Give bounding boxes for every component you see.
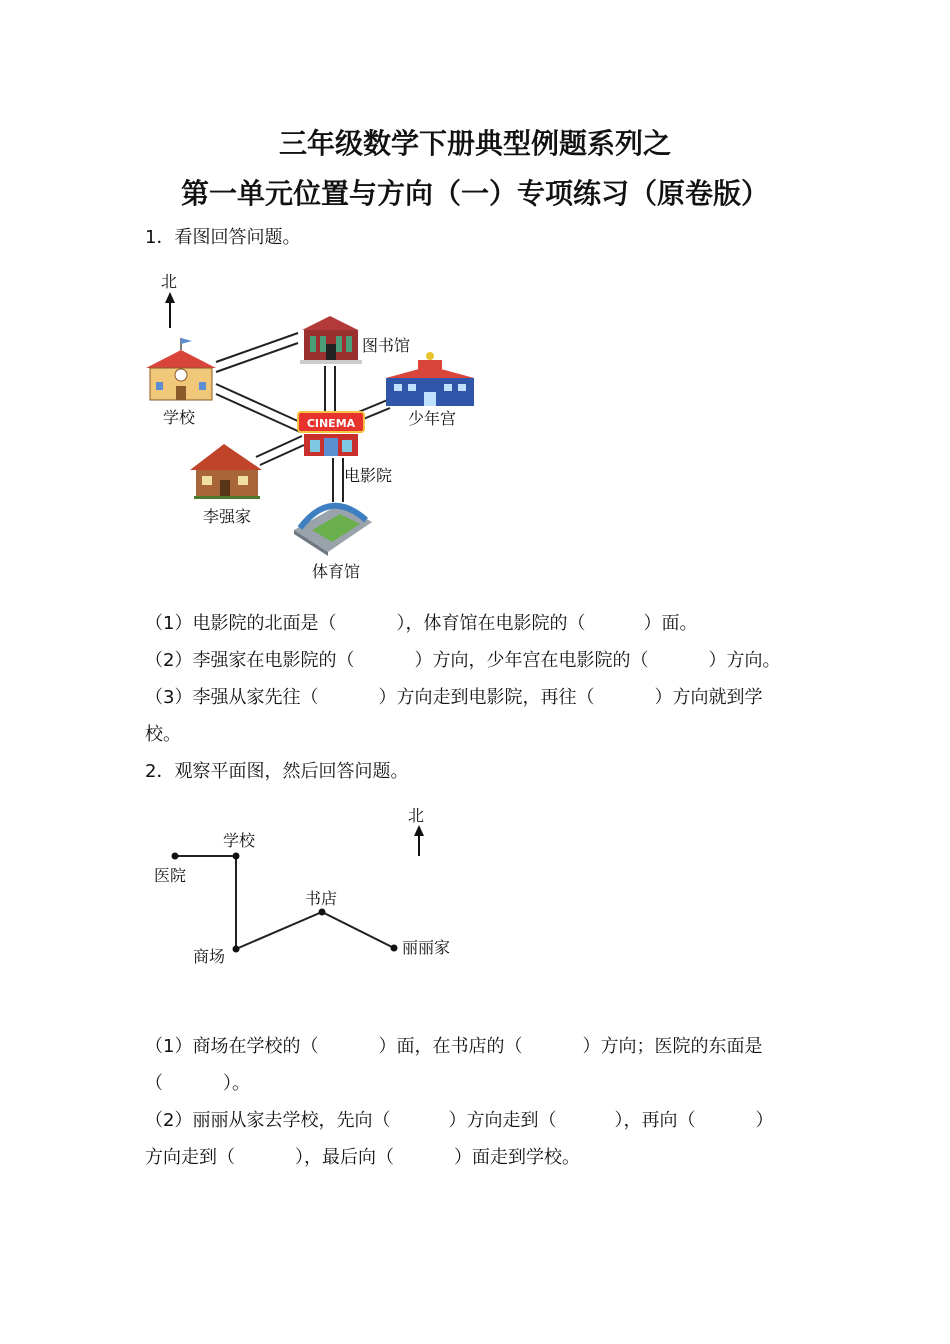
youth-palace-building-icon bbox=[386, 352, 474, 406]
q2-sub1-cont: （ ）。 bbox=[145, 1073, 250, 1094]
q2-points bbox=[172, 853, 398, 953]
q2-sub2: （2）丽丽从家去学校，先向（ ）方向走到（ ），再向（ ） bbox=[145, 1110, 774, 1131]
q2-mall-label: 商场 bbox=[193, 947, 226, 966]
lqhome-label: 李强家 bbox=[203, 507, 252, 526]
q2-north-label: 北 bbox=[408, 806, 425, 825]
q2-sub1: （1）商场在学校的（ ）面，在书店的（ ）方向；医院的东面是 bbox=[145, 1036, 763, 1057]
q1-sub3-cont: 校。 bbox=[145, 724, 181, 745]
q2-bookstore-label: 书店 bbox=[305, 889, 338, 908]
youth-palace-label: 少年宫 bbox=[408, 409, 457, 428]
q2-north-arrow bbox=[414, 825, 424, 856]
school-building-icon bbox=[146, 338, 216, 400]
q2-school-label: 学校 bbox=[223, 831, 256, 850]
q1-prompt: 1．看图回答问题。 bbox=[145, 227, 301, 248]
page-title-line2: 第一单元位置与方向（一）专项练习（原卷版） bbox=[180, 177, 769, 210]
q2-prompt: 2．观察平面图，然后回答问题。 bbox=[145, 761, 409, 782]
stadium-icon bbox=[294, 504, 372, 556]
library-building-icon bbox=[300, 316, 362, 364]
page-title-line1: 三年级数学下册典型例题系列之 bbox=[278, 127, 671, 160]
cinema-building-icon bbox=[298, 412, 364, 456]
q2-sub2-cont: 方向走到（ ），最后向（ ）面走到学校。 bbox=[145, 1147, 580, 1168]
q1-sub2: （2）李强家在电影院的（ ）方向，少年宫在电影院的（ ）方向。 bbox=[145, 650, 781, 671]
stadium-label: 体育馆 bbox=[312, 562, 361, 581]
q1-north-label: 北 bbox=[161, 272, 178, 291]
q1-north-arrow bbox=[165, 292, 175, 328]
q2-lilihome-label: 丽丽家 bbox=[402, 938, 451, 957]
library-label: 图书馆 bbox=[362, 336, 411, 355]
house-icon bbox=[190, 444, 262, 499]
school-label: 学校 bbox=[163, 408, 196, 427]
q1-sub1: （1）电影院的北面是（ ），体育馆在电影院的（ ）面。 bbox=[145, 613, 698, 634]
q2-paths bbox=[175, 856, 394, 949]
cinema-sign-text: CINEMA bbox=[306, 417, 356, 430]
q1-sub3: （3）李强从家先往（ ）方向走到电影院，再往（ ）方向就到学 bbox=[145, 687, 763, 708]
q2-hospital-label: 医院 bbox=[154, 866, 187, 885]
cinema-label: 电影院 bbox=[344, 466, 393, 485]
